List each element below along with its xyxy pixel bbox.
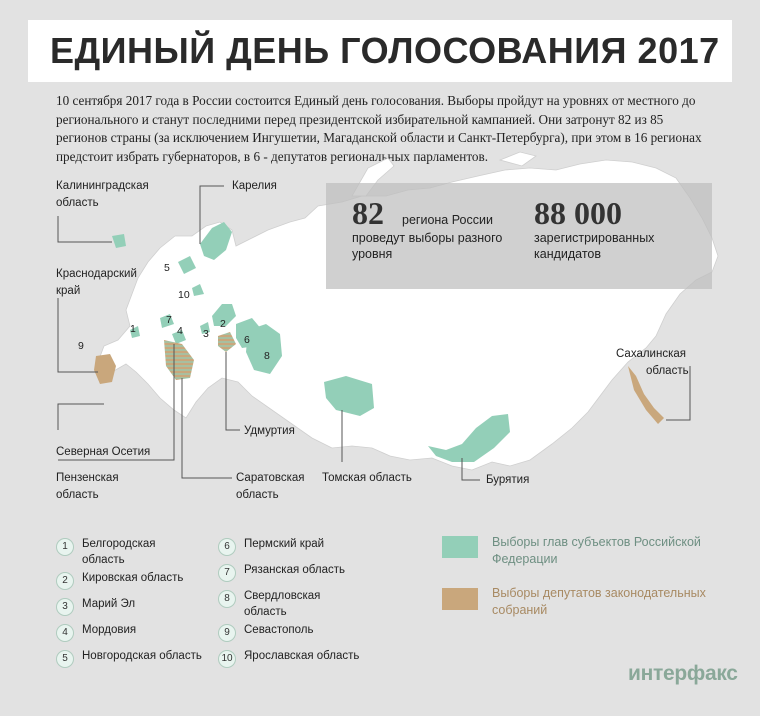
- legend-badge-9: 9: [218, 624, 236, 642]
- leader-krasnodar: [58, 298, 98, 372]
- label-kaliningrad-2: область: [56, 197, 99, 209]
- legend-label-3: Марий Эл: [82, 598, 136, 610]
- regions-caption-3: уровня: [352, 247, 393, 261]
- legend-badge-8: 8: [218, 590, 236, 608]
- candidates-count: 88 000: [534, 195, 622, 231]
- legend-label-1: Белгородская область: [82, 538, 156, 566]
- intro-text: 10 сентября 2017 года в России состоится Единый день голосования. Выборы пройдут на уровнях от местного до регионального и станут последними перед президентской избирательной кампанией. Они затронут 82 из 85 регионов страны (за исключением Ингушетии, Магаданской области и Санкт-Петербурга), при этом в 16 регионах предстоит избрать губернаторов, в 6 - депутатов региональных парламентов.: [56, 93, 702, 164]
- legend-label-2: Кировская область: [82, 572, 184, 584]
- legend-label-9: Севастополь: [244, 624, 314, 636]
- legend-governors-1: Выборы глав субъектов Российской: [492, 535, 701, 549]
- legend-item-9: [218, 622, 378, 640]
- label-krasnodar-2: край: [56, 285, 81, 297]
- regions-count: 82: [352, 195, 384, 231]
- map-number-4: 4: [177, 325, 183, 337]
- label-sakhalin-1: Сахалинская: [616, 348, 686, 360]
- legend-label-10: Ярославская область: [244, 650, 360, 662]
- leader-north-ossetia: [58, 404, 104, 430]
- interfax-logo: интерфакс: [628, 662, 738, 685]
- legend-label-6: Пермский край: [244, 538, 325, 550]
- title-bar: [28, 20, 732, 82]
- label-udmurtia: Удмуртия: [244, 425, 295, 437]
- legend-item-5: [56, 648, 216, 666]
- candidates-caption-2: кандидатов: [534, 247, 602, 261]
- legend-item-6: [218, 536, 378, 554]
- label-sakhalin-2: область: [646, 365, 689, 377]
- legend-parliament-1: Выборы депутатов законодательных: [492, 586, 706, 600]
- legend-label-4: Мордовия: [82, 624, 137, 636]
- legend-badge-6: 6: [218, 538, 236, 556]
- label-tomsk: Томская область: [322, 472, 412, 484]
- legend-item-1: [56, 536, 216, 570]
- legend-swatch-governors: [442, 536, 478, 558]
- legend-swatch-parliament: [442, 588, 478, 610]
- legend-item-8: [218, 588, 378, 622]
- regions-caption-2: проведут выборы разного: [352, 231, 503, 245]
- label-buryatia: Бурятия: [486, 474, 530, 486]
- legend-badge-10: 10: [218, 650, 236, 668]
- map-number-1: 1: [130, 323, 136, 335]
- legend-governors-2: Федерации: [492, 552, 558, 566]
- legend-label-7: Рязанская область: [244, 564, 345, 576]
- legend-item-10: [218, 648, 378, 666]
- legend-parliament-2: собраний: [492, 603, 548, 617]
- legend-badge-1: 1: [56, 538, 74, 556]
- legend-item-2: [56, 570, 216, 588]
- legend-item-4: [56, 622, 216, 640]
- page-title: ЕДИНЫЙ ДЕНЬ ГОЛОСОВАНИЯ 2017: [50, 30, 720, 71]
- legend-badge-3: 3: [56, 598, 74, 616]
- label-saratov-2: область: [236, 489, 279, 501]
- legend-badge-5: 5: [56, 650, 74, 668]
- candidates-caption-1: зарегистрированных: [534, 231, 655, 245]
- stats-panel: [326, 183, 712, 289]
- northern-islands-2: [500, 152, 536, 166]
- map-number-8: 8: [264, 350, 270, 362]
- label-penza-1: Пензенская: [56, 472, 119, 484]
- legend-item-7: [218, 562, 378, 580]
- map-number-7: 7: [166, 314, 172, 326]
- regions-caption-1: региона России: [402, 213, 493, 227]
- region-kaliningrad: [112, 234, 126, 248]
- label-krasnodar-1: Краснодарский: [56, 268, 137, 280]
- map-number-9: 9: [78, 340, 84, 352]
- map-number-5: 5: [164, 262, 170, 274]
- legend-badge-2: 2: [56, 572, 74, 590]
- map-number-10: 10: [178, 289, 190, 301]
- legend-badge-4: 4: [56, 624, 74, 642]
- legend-label-5: Новгородская область: [82, 650, 202, 662]
- label-saratov-1: Саратовская: [236, 472, 305, 484]
- map-number-6: 6: [244, 334, 250, 346]
- legend-badge-7: 7: [218, 564, 236, 582]
- legend-label-8: Свердловская область: [244, 590, 321, 618]
- map-number-3: 3: [203, 328, 209, 340]
- leader-kaliningrad: [58, 216, 112, 242]
- label-kaliningrad-1: Калининградская: [56, 180, 149, 192]
- label-penza-2: область: [56, 489, 99, 501]
- legend-item-3: [56, 596, 216, 614]
- label-north-ossetia: Северная Осетия: [56, 446, 151, 458]
- label-karelia: Карелия: [232, 180, 277, 192]
- map-number-2: 2: [220, 318, 226, 330]
